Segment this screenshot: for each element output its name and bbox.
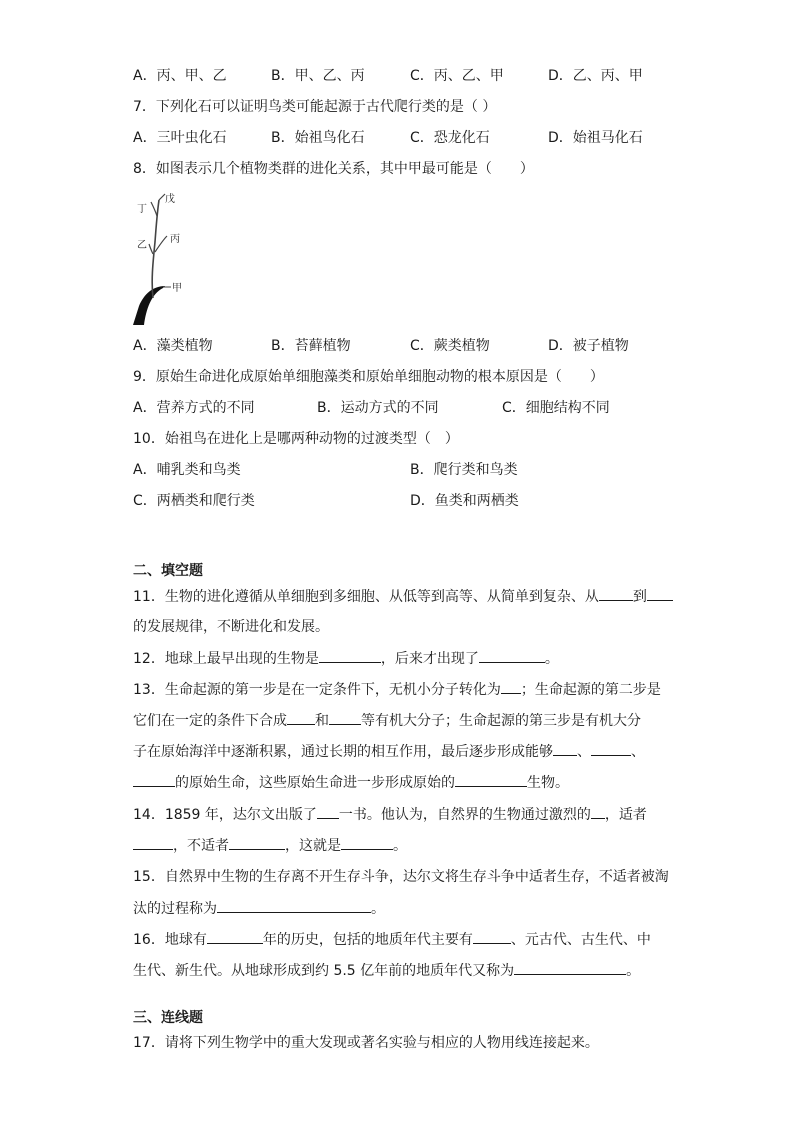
q12-text-a: 12．地球上最早出现的生物是 [133,651,319,667]
q13-text-2a: 它们在一定的条件下合成 [133,713,287,729]
q10-option-b[interactable]: B．爬行类和鸟类 [410,462,518,478]
q12-blank-2[interactable] [479,648,545,663]
q14-blank-5[interactable] [341,835,393,850]
q14-text-1a: 14．1859 年，达尔文出版了 [133,807,317,823]
q13-blank-4[interactable] [553,741,577,756]
q11-blank-2[interactable] [647,586,673,601]
q13-line1 [133,679,661,699]
q8-option-c[interactable]: C．蕨类植物 [410,338,490,354]
q16-text-1a: 16．地球有 [133,932,207,948]
section-fill-in-title: 二、填空题 [133,563,203,579]
q6-option-c[interactable]: C．丙、乙、甲 [410,68,504,84]
q10-option-c[interactable]: C．两栖类和爬行类 [133,493,255,509]
q15-blank-1[interactable] [217,898,371,913]
q15-line2 [133,898,385,918]
q14-text-2c: 。 [393,838,407,854]
q11-text-a: 11．生物的进化遵循从单细胞到多细胞、从低等到高等、从简单到复杂、从 [133,589,599,605]
q9-option-c[interactable]: C．细胞结构不同 [502,400,610,416]
q13-text-2b: 和 [315,713,329,729]
q13-text-1a: 13．生命起源的第一步是在一定条件下，无机小分子转化为 [133,682,501,698]
q13-line4 [133,772,569,792]
q16-blank-1[interactable] [207,929,263,944]
q8-option-a[interactable]: A．藻类植物 [133,338,213,354]
tree-branch-ding [151,202,157,216]
q7-option-a[interactable]: A．三叶虫化石 [133,130,227,146]
q10-stem: 10．始祖鸟在进化上是哪两种动物的过渡类型（ ） [133,431,459,447]
q14-blank-2[interactable] [591,804,605,819]
q12-text-c: 。 [544,651,559,667]
q13-blank-2[interactable] [287,710,315,725]
q12-blank-1[interactable] [319,648,381,663]
q13-blank-7[interactable] [455,772,527,787]
q16-line2 [133,960,640,980]
label-wu: 戊 [165,194,175,205]
q13-text-2c: 等有机大分子；生命起源的第三步是有机大分 [361,713,641,729]
q14-blank-1[interactable] [317,804,339,819]
q14-blank-3[interactable] [133,835,173,850]
q16-blank-2[interactable] [473,929,511,944]
q13-blank-1[interactable] [501,679,521,694]
q6-option-d[interactable]: D．乙、丙、甲 [548,68,643,84]
label-ding: 丁 [137,204,147,215]
q16-text-1b: 年的历史，包括的地质年代主要有 [262,932,473,948]
q11-line1 [133,586,673,606]
q9-option-b[interactable]: B．运动方式的不同 [317,400,439,416]
q14-blank-4[interactable] [229,835,285,850]
q14-line1 [133,804,647,824]
tree-main-stem [152,200,159,298]
q11-blank-1[interactable] [599,586,633,601]
section-matching-title: 三、连线题 [133,1010,203,1026]
q13-line3 [133,741,645,761]
q12-text-b: ，后来才出现了 [380,651,479,667]
q17-stem: 17．请将下列生物学中的重大发现或著名实验与相应的人物用线连接起来。 [133,1035,599,1051]
label-yi: 乙 [137,240,147,251]
q16-line1 [133,929,651,949]
q7-stem: 7．下列化石可以证明鸟类可能起源于古代爬行类的是（ ） [133,99,497,115]
q8-option-b[interactable]: B．苔藓植物 [271,338,351,354]
q13-text-4b: 生物。 [527,775,569,791]
q9-stem: 9．原始生命进化成原始单细胞藻类和原始单细胞动物的根本原因是（ ） [133,369,604,385]
q15-text-b: 。 [371,901,385,917]
evolution-tree-figure [133,190,193,325]
q11-line2: 的发展规律，不断进化和发展。 [133,619,329,635]
q6-option-b[interactable]: B．甲、乙、丙 [271,68,365,84]
q13-text-4a: 的原始生命，这些原始生命进一步形成原始的 [175,775,455,791]
q16-text-2b: 。 [626,963,641,979]
q16-blank-3[interactable] [514,960,626,975]
q13-blank-6[interactable] [133,772,175,787]
q15-text-a: 汰的过程称为 [133,901,217,917]
q7-option-d[interactable]: D．始祖马化石 [548,130,643,146]
tree-branch-bing [155,236,167,252]
label-bing: 丙 [170,234,180,245]
q9-option-a[interactable]: A．营养方式的不同 [133,400,255,416]
q13-text-1b: ；生命起源的第二步是 [520,682,661,698]
q14-text-1c: ，适者 [604,807,647,823]
q13-text-3c: 、 [631,744,645,760]
q16-text-2a: 生代、新生代。从地球形成到约 5.5 亿年前的地质年代又称为 [133,963,515,979]
q14-text-2b: ，这就是 [285,838,341,854]
q14-line2 [133,835,407,855]
q14-text-1b: 一书。他认为，自然界的生物通过激烈的 [338,807,591,823]
q6-option-a[interactable]: A．丙、甲、乙 [133,68,227,84]
q13-line2 [133,710,641,730]
q10-option-a[interactable]: A．哺乳类和鸟类 [133,462,241,478]
q7-option-c[interactable]: C．恐龙化石 [410,130,490,146]
label-jia: 甲 [172,283,182,294]
q11-text-b: 到 [632,589,647,605]
tree-branch-yi [149,244,153,254]
q7-option-b[interactable]: B．始祖鸟化石 [271,130,365,146]
q13-blank-3[interactable] [329,710,361,725]
q10-option-d[interactable]: D．鱼类和两栖类 [410,493,519,509]
q13-blank-5[interactable] [591,741,631,756]
q8-stem: 8．如图表示几个植物类群的进化关系，其中甲最可能是（ ） [133,161,534,177]
q16-text-1c: 、元古代、古生代、中 [510,932,651,948]
q12-line [133,648,559,668]
q8-option-d[interactable]: D．被子植物 [548,338,629,354]
q15-line1: 15．自然界中生物的生存离不开生存斗争，达尔文将生存斗争中适者生存，不适者被淘 [133,869,669,885]
tree-trunk [133,286,165,325]
q14-text-2a: ，不适者 [173,838,229,854]
q13-text-3b: 、 [577,744,591,760]
q13-text-3a: 子在原始海洋中逐渐积累，通过长期的相互作用，最后逐步形成能够 [133,744,553,760]
